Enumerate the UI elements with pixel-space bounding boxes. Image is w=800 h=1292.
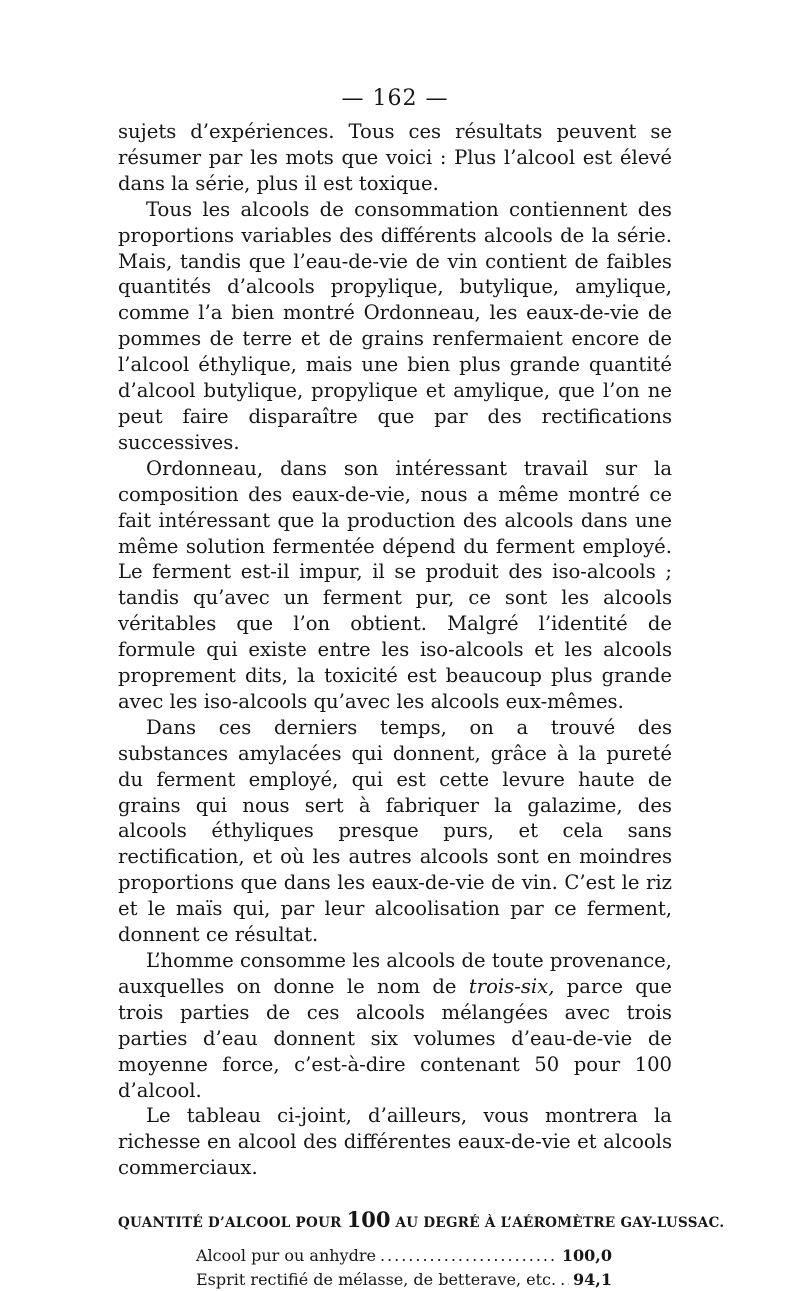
table-heading-number: 100 — [346, 1207, 391, 1233]
paragraph-text: Tous les alcools de consommation contiennent des proportions variables des différents alcools de la série. Mais, tandis que l’eau-de-vie de vin contient de faibles quantités d’alcools propylique, butylique, amylique, comme l’a bien montré Ordonneau, les eaux-de-vie de pommes de terre et de grains renfermaient encore de l’alcool éthylique, mais une bien plus grande quantité d’alcool butylique, propylique et amylique, que l’on ne peut faire disparaître que par des rectifications successives. — [118, 197, 672, 454]
row-label: Esprit rectifié de mélasse, de betterave, etc. — [196, 1270, 557, 1290]
paragraph-text: parce que trois parties de ces alcools mélangées avec trois parties d’eau donnent six volumes d’eau-de-vie de moyenne force, c’est-à-dire contenant 50 pour 100 d’alcool. — [118, 974, 673, 1102]
paragraph-text: Le tableau ci-joint, d’ailleurs, vous montrera la richesse en alcool des différentes eaux-de-vie et alcools commerciaux. — [118, 1104, 672, 1180]
paragraph-text: Dans ces derniers temps, on a trouvé des substances amylacées qui donnent, grâce à la pureté du ferment employé, qui est cette levure haute de grains qui nous sert à fabriquer la galazime, des alcools éthyliques presque purs, et cela sans rectification, et où les autres alcools sont en moindres proportions que dans les eaux-de-vie de vin. C’est le riz et le maïs qui, par leur alcoolisation par ce ferment, donnent ce résultat. — [118, 715, 672, 947]
paragraph — [118, 948, 672, 1103]
table-heading-text: QUANTITÉ D’ALCOOL POUR — [118, 1215, 347, 1232]
paragraph — [118, 456, 672, 715]
paragraph-text: sujets d’expériences. Tous ces résultats peuvent se résumer par les mots que voici : Plus l’alcool est élevé dans la série, plus il est toxique. — [118, 120, 672, 195]
italic-term: trois-six, — [468, 974, 555, 998]
row-value: 94,1 — [573, 1270, 612, 1290]
paragraph — [118, 119, 672, 197]
page-number: — 162 — — [341, 86, 449, 111]
table-heading — [118, 1207, 725, 1233]
alcohol-table — [196, 1244, 612, 1292]
paragraph — [118, 715, 672, 948]
paragraph-text: Ordonneau, dans son intéressant travail sur la composition des eaux-de-vie, nous a même montré ce fait intéressant que la production des alcools dans une même solution fermentée dépend du ferment employé. Le ferment est-il impur, il se produit des iso-alcools ; tandis qu’avec un ferment pur, ce sont les alcools véritables que l’on obtient. Malgré l’identité de formule qui existe entre les iso-alcools et les alcools proprement dits, la toxicité est beaucoup plus grande avec les iso-alcools qu’avec les alcools eux-mêmes. — [118, 456, 672, 713]
paragraph-text: L’homme consomme les alcools de toute provenance, auxquelles on donne le nom de — [118, 949, 672, 998]
dot-leader — [560, 1268, 569, 1292]
row-label: Alcool pur ou anhydre — [196, 1246, 376, 1266]
table-heading-text: AU DEGRÉ À L’AÉROMÈTRE GAY-LUSSAC. — [390, 1215, 725, 1232]
table-row — [196, 1244, 612, 1268]
book-page — [118, 86, 725, 1292]
table-row — [196, 1268, 612, 1292]
paragraph — [118, 197, 672, 456]
dot-leader — [380, 1244, 558, 1268]
paragraph — [118, 1103, 672, 1181]
row-value: 100,0 — [561, 1246, 612, 1266]
